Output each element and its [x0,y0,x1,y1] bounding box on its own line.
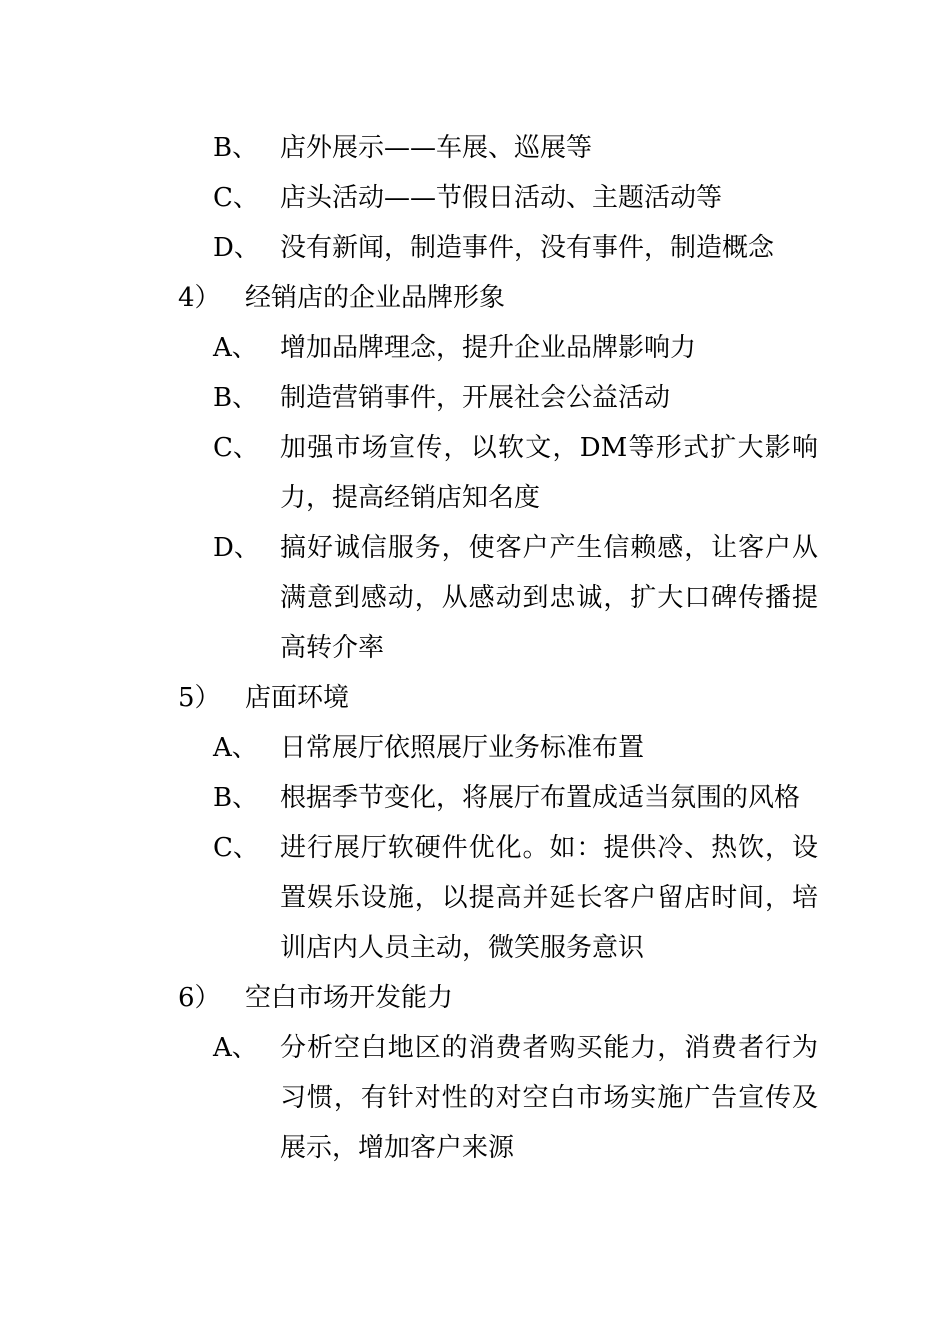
section-title: 空白市场开发能力 [245,983,454,1013]
item-marker: A、 [213,733,258,763]
item-text: 根据季节变化，将展厅布置成适当氛围的风格 [280,783,801,813]
section-heading [178,673,818,723]
item-marker: B、 [213,133,259,163]
item-text: 没有新闻，制造事件，没有事件，制造概念 [280,233,775,263]
list-item [178,823,818,973]
item-text: 店外展示——车展、巡展等 [280,133,593,163]
section-heading [178,973,818,1023]
item-text: 制造营销事件，开展社会公益活动 [280,383,671,413]
item-marker: B、 [213,783,259,813]
list-item [178,773,818,823]
item-marker: C、 [213,833,259,863]
item-text: 加强市场宣传，以软文，DM等形式扩大影响力，提高经销店知名度 [280,433,818,513]
item-text: 店头活动——节假日活动、主题活动等 [280,183,723,213]
section-title: 店面环境 [245,683,350,713]
list-item [178,123,818,173]
section-number: 4） [178,283,221,313]
item-text: 搞好诚信服务，使客户产生信赖感，让客户从满意到感动，从感动到忠诚，扩大口碑传播提高转介率 [280,533,818,663]
list-item [178,323,818,373]
list-item [178,373,818,423]
item-text: 日常展厅依照展厅业务标准布置 [280,733,645,763]
item-marker: B、 [213,383,259,413]
item-marker: D、 [213,233,260,263]
section-number: 5） [178,683,221,713]
item-marker: C、 [213,183,259,213]
list-item [178,723,818,773]
section-title: 经销店的企业品牌形象 [245,283,506,313]
list-item [178,423,818,523]
section-heading [178,273,818,323]
item-marker: A、 [213,1033,258,1063]
list-item [178,173,818,223]
list-item [178,523,818,673]
item-marker: A、 [213,333,258,363]
list-item [178,223,818,273]
item-text: 增加品牌理念，提升企业品牌影响力 [280,333,697,363]
item-text: 分析空白地区的消费者购买能力，消费者行为习惯，有针对性的对空白市场实施广告宣传及展示，增加客户来源 [280,1033,818,1163]
item-marker: D、 [213,533,260,563]
list-item [178,1023,818,1173]
document-body [178,123,818,1173]
section-number: 6） [178,983,221,1013]
item-text: 进行展厅软硬件优化。如：提供冷、热饮，设置娱乐设施，以提高并延长客户留店时间，培训店内人员主动，微笑服务意识 [280,833,818,963]
item-marker: C、 [213,433,259,463]
